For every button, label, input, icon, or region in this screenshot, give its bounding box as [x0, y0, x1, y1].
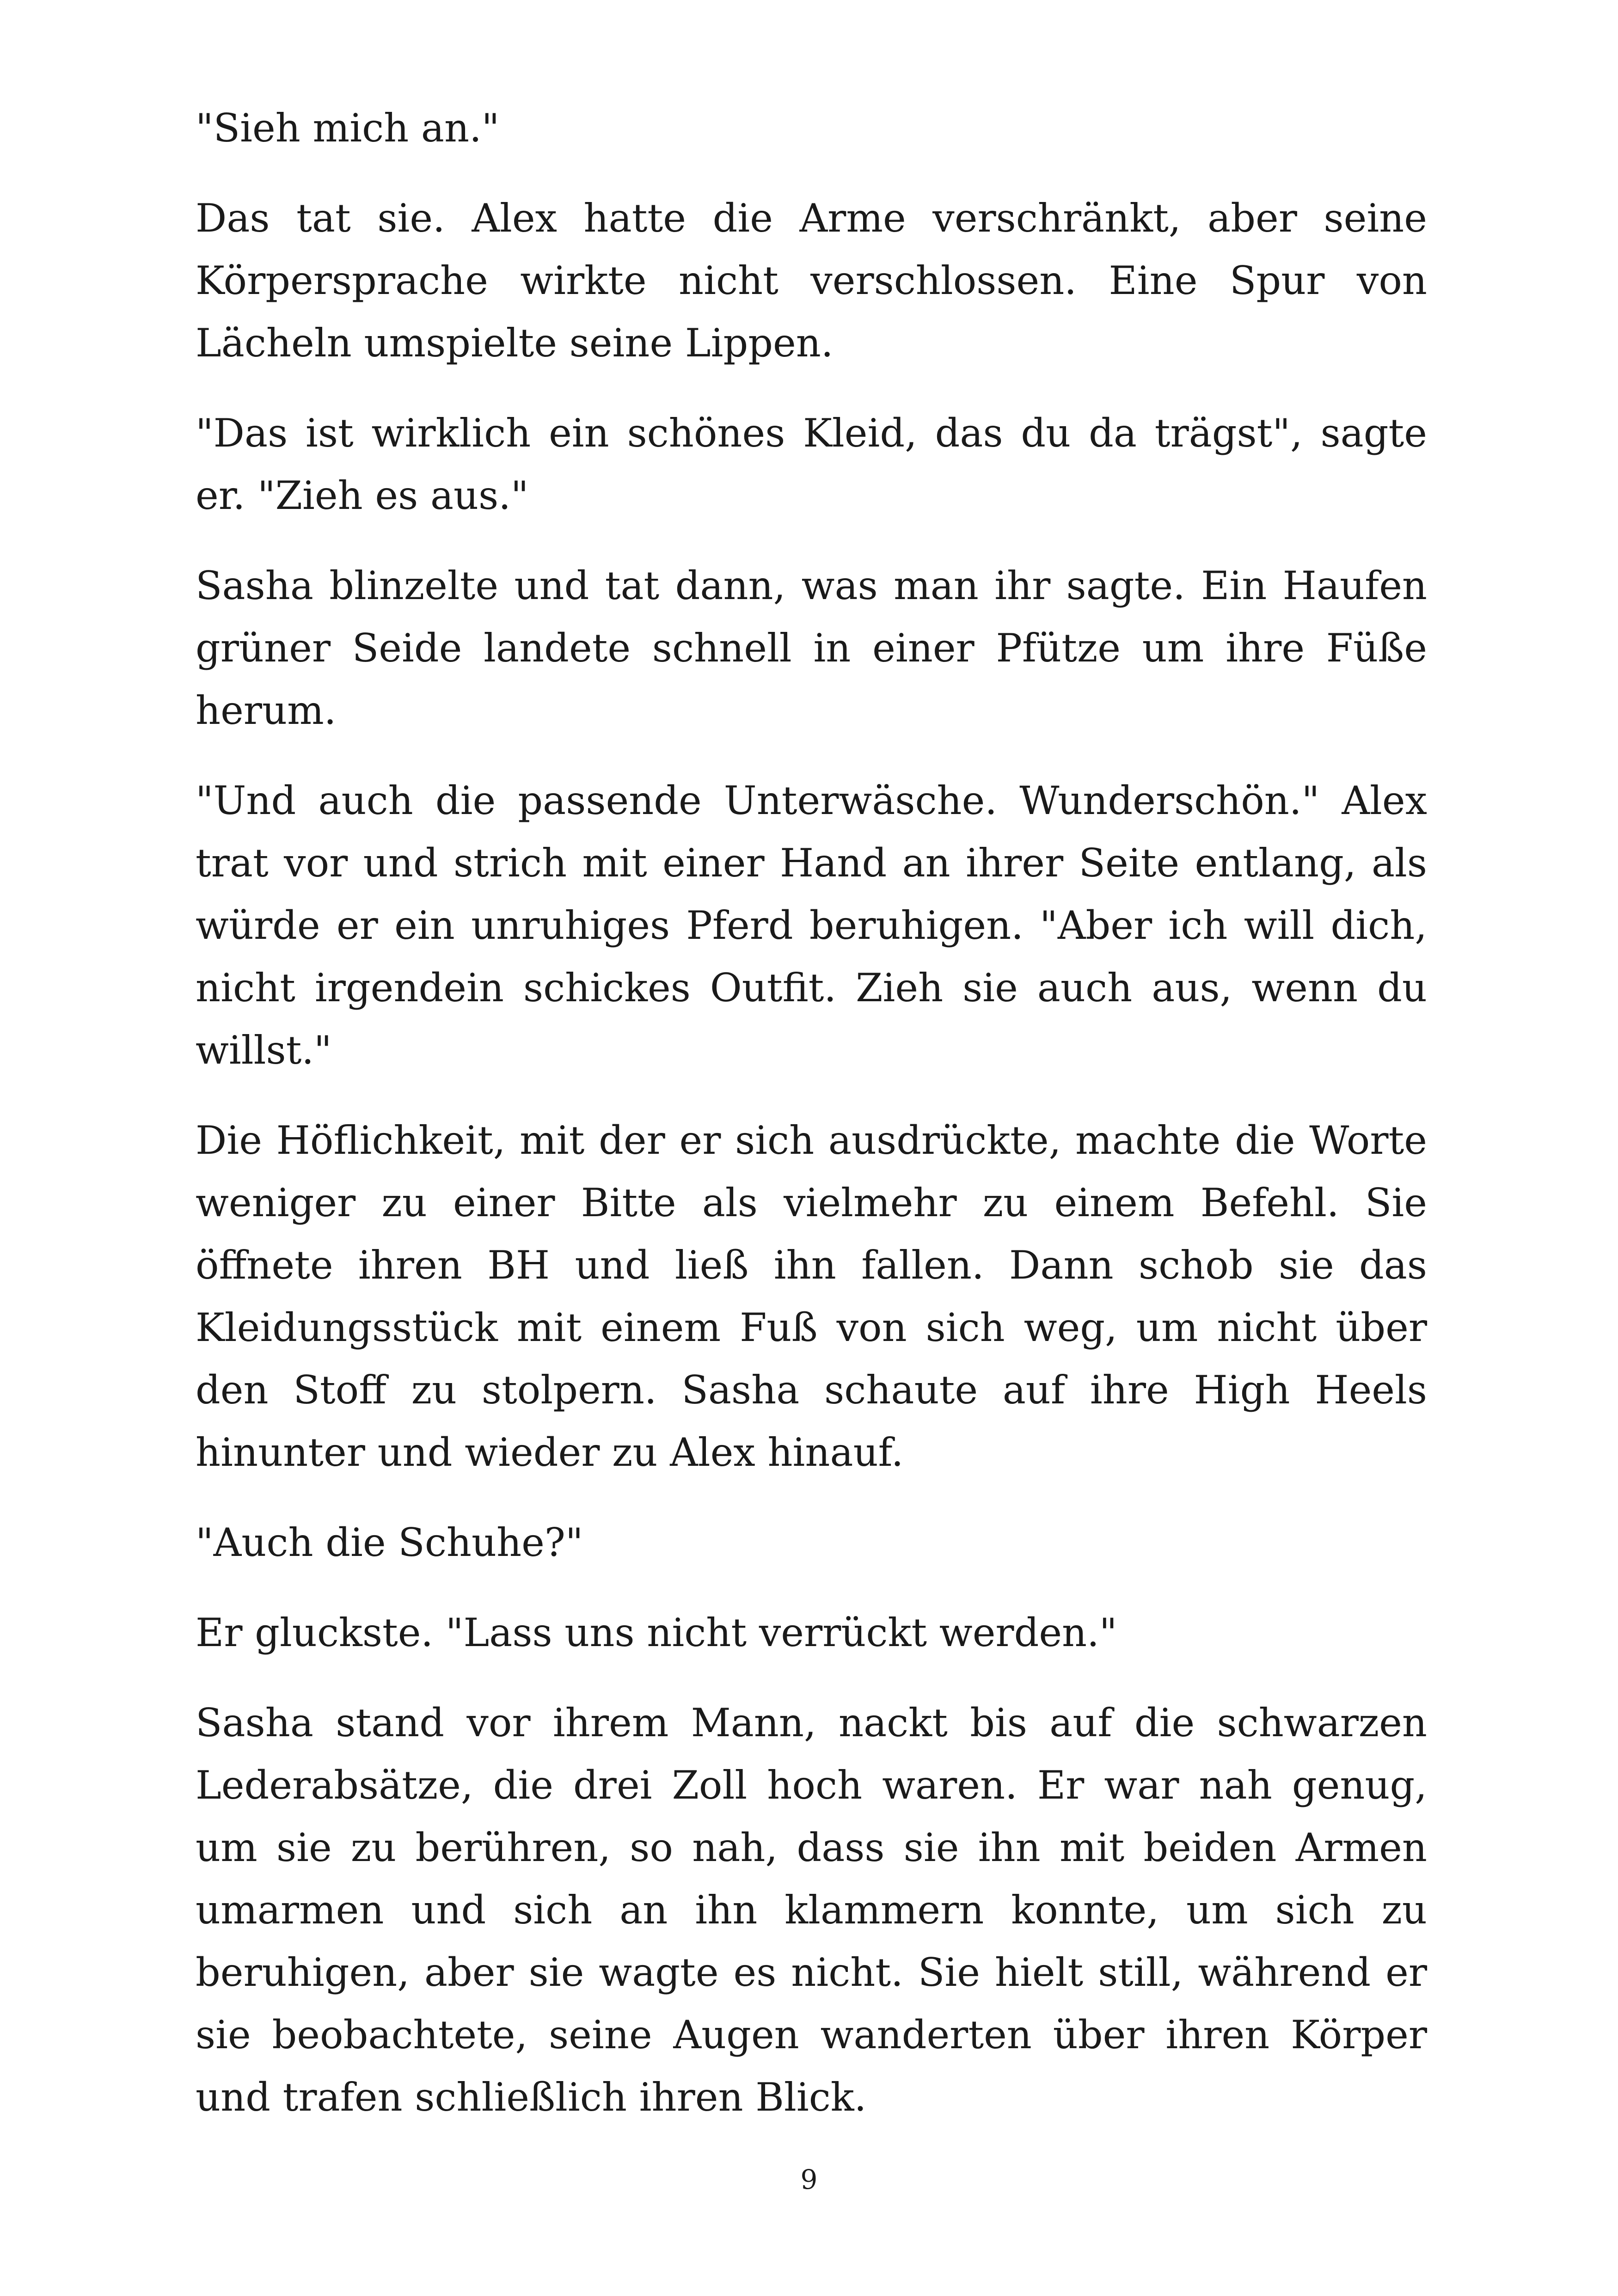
paragraph-7: "Auch die Schuhe?"	[196, 1520, 583, 1565]
paragraph-6: Die Höflichkeit, mit der er sich ausdrückte, machte die Worte weniger zu einer Bitte als vielmehr zu einem Befehl. Sie öffnete ihren BH und ließ ihn fallen. Dann schob sie das Kleidungsstück mit einem Fuß von sich weg, um nicht über den Stoff zu stolpern. Sasha schaute auf ihre High Heels hinunter und wieder zu Alex hinauf.	[196, 1118, 1427, 1475]
page-number: 9	[800, 2164, 818, 2195]
paragraph-4: Sasha blinzelte und tat dann, was man ihr sagte. Ein Haufen grüner Seide landete schnell in einer Pfütze um ihre Füße herum.	[196, 563, 1427, 733]
body-text	[196, 97, 1427, 2129]
paragraph-5: "Und auch die passende Unterwäsche. Wunderschön." Alex trat vor und strich mit einer Hand an ihrer Seite entlang, als würde er ein unruhiges Pferd beruhigen. "Aber ich will dich, nicht irgendein schickes Outfit. Zieh sie auch aus, wenn du willst."	[196, 778, 1427, 1073]
paragraph-9: Sasha stand vor ihrem Mann, nackt bis auf die schwarzen Lederabsätze, die drei Zoll hoch waren. Er war nah genug, um sie zu berühren, so nah, dass sie ihn mit beiden Armen umarmen und sich an ihn klammern konnte, um sich zu beruhigen, aber sie wagte es nicht. Sie hielt still, während er sie beobachtete, seine Augen wanderten über ihren Körper und trafen schließlich ihren Blick.	[196, 1700, 1427, 2120]
paragraph-3: "Das ist wirklich ein schönes Kleid, das du da trägst", sagte er. "Zieh es aus."	[196, 410, 1427, 518]
paragraph-8: Er gluckste. "Lass uns nicht verrückt werden."	[196, 1610, 1117, 1655]
paragraph-2: Das tat sie. Alex hatte die Arme verschränkt, aber seine Körpersprache wirkte nicht verschlossen. Eine Spur von Lächeln umspielte seine Lippen.	[196, 196, 1427, 366]
paragraph-1: "Sieh mich an."	[196, 105, 500, 151]
